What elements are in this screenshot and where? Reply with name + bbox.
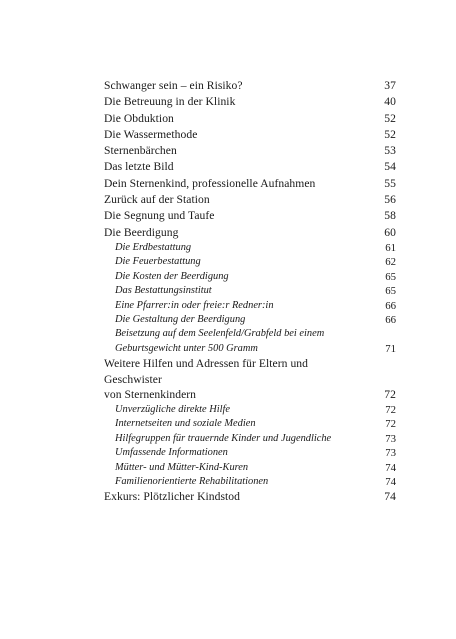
toc-page-number: 37 [384, 79, 396, 92]
toc-entry-title-line: Das Bestattungsinstitut [115, 285, 212, 297]
toc-subentry [104, 403, 396, 417]
toc-entry [104, 208, 396, 224]
toc-subentry [104, 284, 396, 298]
toc-page-number: 72 [384, 387, 396, 401]
toc-entry-title-line: Sternenbärchen [104, 144, 177, 158]
toc-subentry [104, 255, 396, 269]
toc-entry-title-line: Die Gestaltung der Beerdigung [115, 314, 246, 325]
toc-entry-title-line: Die Kosten der Beerdigung [115, 270, 229, 282]
toc-page-number: 74 [384, 490, 396, 504]
toc-entry-title-line: Das letzte Bild [104, 160, 174, 174]
toc-page-number: 72 [385, 404, 396, 416]
toc-page-number: 56 [384, 193, 396, 207]
toc-entry [104, 127, 396, 143]
toc-entry-title [104, 176, 368, 192]
toc-subentry [104, 299, 396, 313]
toc-page-number: 61 [385, 241, 396, 254]
toc-entry-title-line: Die Erdbestattung [115, 241, 192, 253]
toc-subentry [104, 475, 396, 489]
toc-entry [104, 143, 396, 159]
toc-page-number: 65 [385, 285, 396, 298]
toc-entry-title-line: Die Wassermethode [104, 127, 198, 141]
toc-entry-title-line: Internetseiten und soziale Medien [115, 418, 256, 430]
toc-entry-title-line: Die Beerdigung [104, 225, 179, 239]
toc-page-number: 66 [385, 314, 396, 326]
toc-page-number: 73 [385, 432, 396, 445]
toc-entry-title [104, 313, 368, 327]
toc-entry [104, 225, 396, 241]
toc-page-number: 55 [384, 176, 396, 190]
toc-subentry [104, 313, 396, 327]
toc-entry-title [104, 208, 368, 224]
toc-page-number: 62 [385, 256, 396, 269]
toc-page-number: 53 [384, 144, 396, 158]
toc-entry-title [104, 255, 368, 269]
toc-entry-title [104, 192, 368, 208]
toc-entry-title [104, 241, 368, 255]
toc-entry-title [104, 284, 368, 298]
toc-entry-title-line: Die Feuerbestattung [115, 256, 201, 268]
toc-entry [104, 159, 396, 175]
toc-entry-title [104, 475, 368, 489]
toc-entry-title-line: Familienorientierte Rehabilitationen [115, 476, 269, 488]
toc-page-number: 52 [384, 127, 396, 141]
toc-entry-title-line: Hilfegruppen für trauernde Kinder und Jugendliche [115, 432, 332, 444]
toc-entry-title [104, 356, 368, 403]
toc-entry-title [104, 78, 368, 94]
toc-page-number: 54 [384, 160, 396, 174]
toc-entry-title [104, 432, 368, 446]
toc-entry-title-line: Die Betreuung in der Klinik [104, 95, 236, 109]
toc-entry-title [104, 299, 368, 313]
toc-entry-title-line: Umfassende Informationen [115, 447, 228, 459]
toc-entry-title [104, 94, 368, 110]
toc-entry-title-line: Geburtsgewicht unter 500 Gramm [115, 342, 258, 354]
toc-entry-title-line: Beisetzung auf dem Seelenfeld/Grabfeld bei einem [115, 328, 325, 340]
toc-subentry [104, 327, 396, 356]
toc-entry-title [104, 446, 368, 460]
toc-page-number: 74 [385, 476, 396, 489]
toc-entry [104, 192, 396, 208]
toc-subentry [104, 270, 396, 284]
toc-page-number: 40 [384, 95, 396, 109]
toc-entry-title [104, 111, 368, 127]
toc-entry-title-line: Exkurs: Plötzlicher Kindstod [104, 490, 241, 504]
toc-entry [104, 111, 396, 127]
toc-entry-title-line: Die Segnung und Taufe [104, 209, 215, 223]
toc-entry-title [104, 159, 368, 175]
toc-page-number: 58 [384, 209, 396, 223]
toc-entry [104, 78, 396, 94]
toc-entry [104, 489, 396, 505]
toc-entry-title [104, 417, 368, 431]
toc-entry-title [104, 489, 368, 505]
toc-entry-title-line: Mütter- und Mütter-Kind-Kuren [115, 461, 249, 473]
table-of-contents [104, 78, 396, 506]
toc-page-number: 60 [384, 225, 396, 239]
toc-entry [104, 176, 396, 192]
toc-page-number: 52 [384, 111, 396, 125]
toc-entry-title [104, 403, 368, 417]
toc-entry-title-line: von Sternenkindern [104, 388, 197, 402]
toc-page-number: 74 [385, 461, 396, 474]
toc-entry-title-line: Zurück auf der Station [104, 193, 210, 207]
toc-entry-title-line: Dein Sternenkind, professionelle Aufnahmen [104, 176, 316, 190]
toc-entry-title [104, 327, 368, 356]
toc-entry-title-line: Unverzügliche direkte Hilfe [115, 404, 231, 415]
toc-entry-title [104, 270, 368, 284]
toc-subentry [104, 461, 396, 475]
toc-page-number: 71 [385, 342, 396, 355]
toc-entry-title-line: Weitere Hilfen und Adressen für Eltern und Geschwister [104, 357, 308, 386]
toc-page-number: 72 [385, 418, 396, 431]
toc-subentry [104, 432, 396, 446]
toc-page-number: 66 [385, 299, 396, 312]
toc-entry-title [104, 225, 368, 241]
toc-subentry [104, 241, 396, 255]
toc-entry-title [104, 143, 368, 159]
toc-subentry [104, 417, 396, 431]
toc-entry-title-line: Schwanger sein – ein Risiko? [104, 79, 243, 92]
toc-subentry [104, 446, 396, 460]
toc-page-number: 65 [385, 270, 396, 283]
toc-page-number: 73 [385, 447, 396, 460]
toc-entry-title-line: Eine Pfarrer:in oder freie:r Redner:in [115, 299, 274, 311]
toc-entry [104, 94, 396, 110]
toc-entry-title [104, 127, 368, 143]
toc-entry-title-line: Die Obduktion [104, 111, 174, 125]
toc-entry [104, 356, 396, 403]
toc-entry-title [104, 461, 368, 475]
